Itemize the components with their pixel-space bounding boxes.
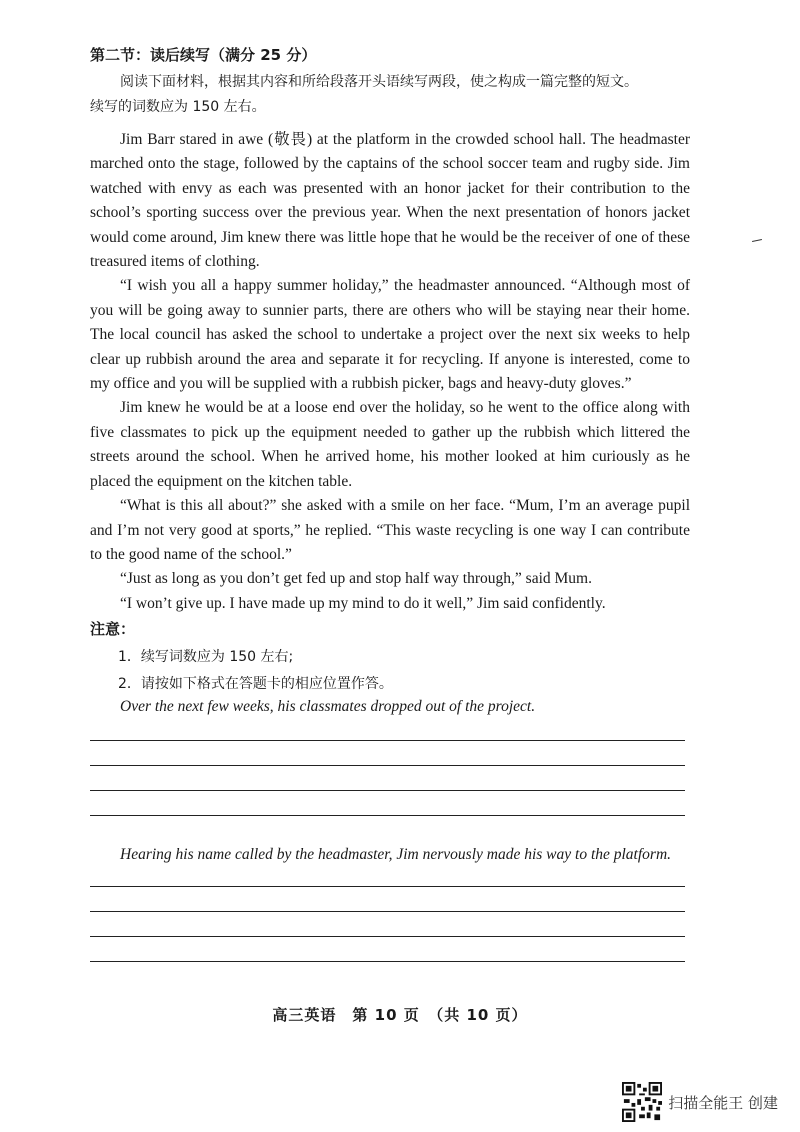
stray-mark (752, 239, 762, 242)
writing-line (90, 740, 685, 741)
writing-line (90, 961, 685, 962)
instructions-line-1: 阅读下面材料，根据其内容和所给段落开头语续写两段，使之构成一篇完整的短文。 (120, 74, 638, 90)
note-item-1: 1．续写词数应为 150 左右; (118, 649, 294, 665)
passage-paragraph-5: “Just as long as you don’t get fed up and stop half way through,” said Mum. (120, 570, 592, 588)
notes-title: 注意： (90, 620, 136, 638)
passage-paragraph-6: “I won’t give up. I have made up my mind to do it well,” Jim said confidently. (120, 594, 606, 612)
continuation-prompt-2: Hearing his name called by the headmaster, Jim nervously made his way to the platform. (120, 846, 672, 863)
instructions-line-2: 续写的词数应为 150 左右。 (90, 99, 266, 115)
passage-paragraph-3: Jim knew he would be at a loose end over the holiday, so he went to the office along with five classmates to pick up the equipment needed to gather up the rubbish which littered the streets around the school. When he arrived home, his mother looked at him curiously as he placed the equipment on the kitchen table. (90, 399, 690, 490)
passage-paragraph-4: “What is this all about?” she asked with a smile on her face. “Mum, I’m an average pupil and I’m not very good at sports,” he replied. “This waste recycling is one way I can contribute to the good name of the school.” (90, 497, 690, 563)
writing-line (90, 815, 685, 816)
instructions (90, 70, 710, 120)
writing-line (90, 886, 685, 887)
qr-code-icon (622, 1082, 662, 1122)
writing-line (90, 936, 685, 937)
writing-line (90, 911, 685, 912)
watermark-text: 扫描全能王 创建 (668, 1093, 778, 1112)
passage-paragraph-2: “I wish you all a happy summer holiday,” the headmaster announced. “Although most of you will be going away to sunnier parts, there are others who will be staying near their home. The local council has asked the school to undertake a project over the next six weeks to help clear up rubbish around the area and separate it for recycling. If anyone is interested, come to my office and you will be supplied with a rubbish picker, bags and heavy-duty gloves.” (90, 277, 690, 393)
note-item-2: 2．请按如下格式在答题卡的相应位置作答。 (118, 676, 393, 692)
writing-line (90, 790, 685, 791)
writing-line (90, 765, 685, 766)
passage-paragraph-1: Jim Barr stared in awe (敬畏) at the platform in the crowded school hall. The headmaster marched onto the stage, followed by the captains of the school soccer team and rugby side. Jim watched with envy as each was presented with an honor jacket for their contribution to the school’s sporting success over the previous year. When the next presentation of honors jacket would come around, Jim knew there was little hope that he would be the receiver of one of these treasured items of clothing. (90, 131, 690, 271)
scanner-watermark (622, 1082, 778, 1122)
continuation-prompt-1: Over the next few weeks, his classmates dropped out of the project. (120, 698, 536, 715)
section-title: 第二节：读后续写（满分 25 分） (90, 46, 317, 64)
page-footer: 高三英语 第 10 页 （共 10 页） (272, 1006, 528, 1024)
reading-passage (90, 128, 690, 616)
